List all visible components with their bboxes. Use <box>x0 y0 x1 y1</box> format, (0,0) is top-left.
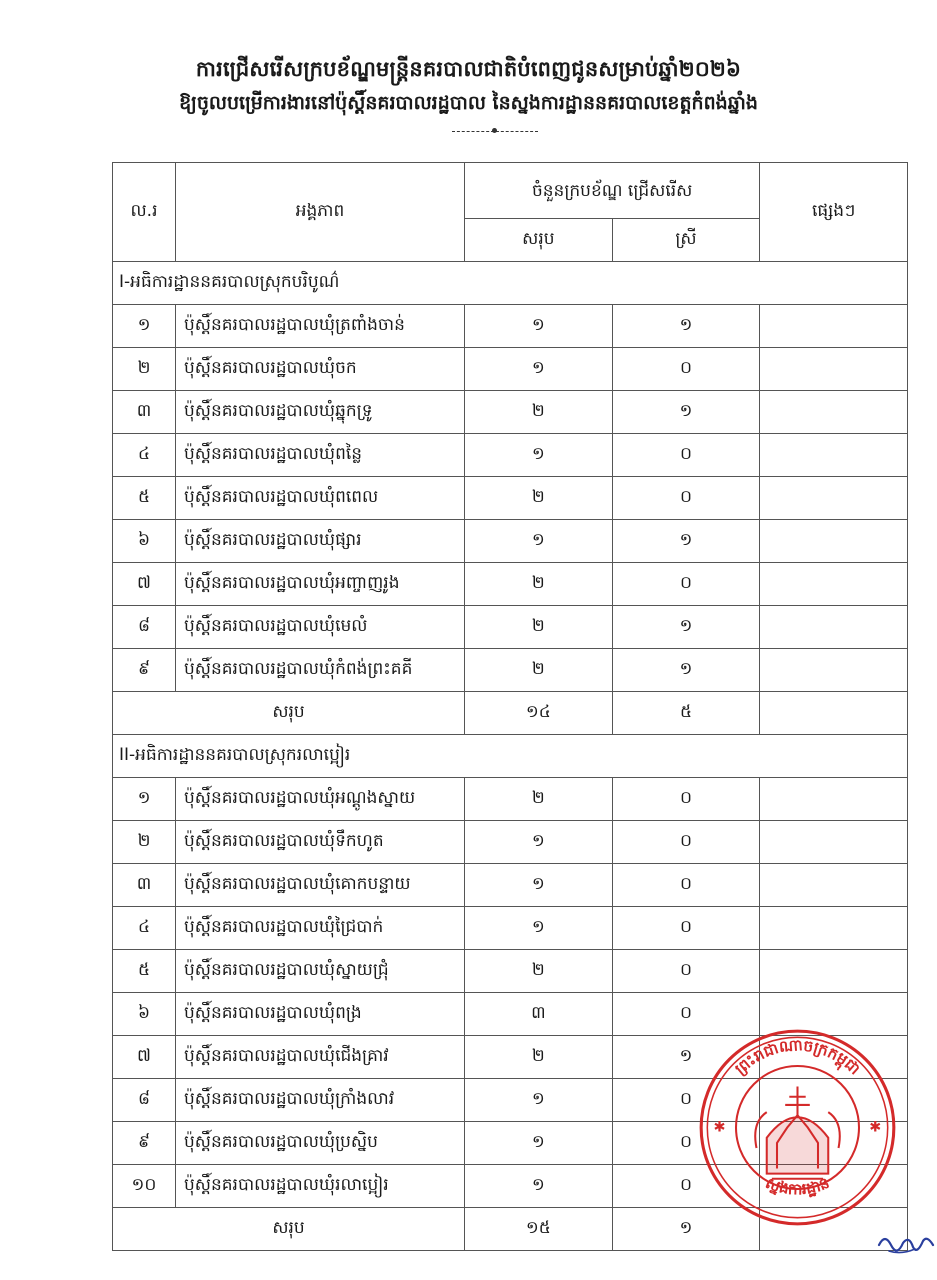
header-female: ស្រី <box>612 219 760 262</box>
cell-unit: ប៉ុស្តិ៍នគរបាលរដ្ឋបាលឃុំប្រស្និប <box>176 1122 465 1165</box>
cell-total: ១ <box>465 864 613 907</box>
cell-unit: ប៉ុស្តិ៍នគរបាលរដ្ឋបាលឃុំអណ្ដូងស្នាយ <box>176 778 465 821</box>
section-row <box>113 735 908 778</box>
cell-female: ០ <box>612 434 760 477</box>
sum-total: ១៥ <box>465 1208 613 1251</box>
cell-unit: ប៉ុស្តិ៍នគរបាលរដ្ឋបាលឃុំគោកបន្ទាយ <box>176 864 465 907</box>
cell-unit: ប៉ុស្តិ៍នគរបាលរដ្ឋបាលឃុំរលាប្អៀរ <box>176 1165 465 1208</box>
cell-other <box>760 907 908 950</box>
table-row <box>113 864 908 907</box>
table-row <box>113 907 908 950</box>
header-unit: អង្គភាព <box>176 163 465 262</box>
official-seal <box>695 1025 900 1230</box>
document-subtitle: ឱ្យចូលបម្រើការងារនៅប៉ុស្តិ៍នគរបាលរដ្ឋបាល នៃស្នងការដ្ឋាននគរបាលខេត្តកំពង់ឆ្នាំង <box>179 92 758 114</box>
cell-total: ១ <box>465 1122 613 1165</box>
cell-other <box>760 391 908 434</box>
cell-other <box>760 305 908 348</box>
cell-no: ៤ <box>113 434 176 477</box>
cell-total: ១ <box>465 1165 613 1208</box>
cell-other <box>760 434 908 477</box>
cell-female: ០ <box>612 1079 760 1122</box>
cell-no: ៣ <box>113 391 176 434</box>
table-row <box>113 434 908 477</box>
cell-unit: ប៉ុស្តិ៍នគរបាលរដ្ឋបាលឃុំត្រពាំងចាន់ <box>176 305 465 348</box>
cell-female: ០ <box>612 950 760 993</box>
cell-other <box>760 348 908 391</box>
cell-total: ២ <box>465 778 613 821</box>
cell-no: ៤ <box>113 907 176 950</box>
cell-unit: ប៉ុស្តិ៍នគរបាលរដ្ឋបាលឃុំឆ្នុកទ្រូ <box>176 391 465 434</box>
cell-no: ៦ <box>113 993 176 1036</box>
cell-female: ០ <box>612 1122 760 1165</box>
document-header <box>0 52 937 120</box>
header-no: ល.រ <box>113 163 176 262</box>
cell-no: ៩ <box>113 649 176 692</box>
table-row <box>113 563 908 606</box>
table-row <box>113 305 908 348</box>
cell-other <box>760 563 908 606</box>
cell-total: ២ <box>465 477 613 520</box>
cell-other <box>760 950 908 993</box>
cell-other <box>760 821 908 864</box>
cell-no: ១ <box>113 778 176 821</box>
cell-total: ១ <box>465 821 613 864</box>
cell-total: ២ <box>465 950 613 993</box>
cell-unit: ប៉ុស្តិ៍នគរបាលរដ្ឋបាលឃុំអញ្ចាញរូង <box>176 563 465 606</box>
cell-unit: ប៉ុស្តិ៍នគរបាលរដ្ឋបាលឃុំពពេល <box>176 477 465 520</box>
cell-unit: ប៉ុស្តិ៍នគរបាលរដ្ឋបាលឃុំស្នាយជ្រុំ <box>176 950 465 993</box>
cell-female: ១ <box>612 606 760 649</box>
cell-total: ១ <box>465 434 613 477</box>
cell-total: ២ <box>465 391 613 434</box>
cell-total: ២ <box>465 563 613 606</box>
cell-unit: ប៉ុស្តិ៍នគរបាលរដ្ឋបាលឃុំចក <box>176 348 465 391</box>
section-title: II-អធិការដ្ឋាននគរបាលស្រុករលាប្អៀរ <box>113 735 908 778</box>
cell-total: ១ <box>465 520 613 563</box>
cell-no: ៧ <box>113 1036 176 1079</box>
cell-unit: ប៉ុស្តិ៍នគរបាលរដ្ឋបាលឃុំជើងគ្រាវ <box>176 1036 465 1079</box>
cell-total: ១ <box>465 907 613 950</box>
cell-total: ២ <box>465 606 613 649</box>
cell-unit: ប៉ុស្តិ៍នគរបាលរដ្ឋបាលឃុំកំពង់ព្រះគគី <box>176 649 465 692</box>
sum-other <box>760 692 908 735</box>
cell-unit: ប៉ុស្តិ៍នគរបាលរដ្ឋបាលឃុំទឹកហូត <box>176 821 465 864</box>
cell-other <box>760 520 908 563</box>
cell-unit: ប៉ុស្តិ៍នគរបាលរដ្ឋបាលឃុំផ្សារ <box>176 520 465 563</box>
cell-female: ០ <box>612 907 760 950</box>
table-row <box>113 950 908 993</box>
cell-female: ០ <box>612 821 760 864</box>
cell-no: ១០ <box>113 1165 176 1208</box>
cell-unit: ប៉ុស្តិ៍នគរបាលរដ្ឋបាលឃុំក្រាំងលាវ <box>176 1079 465 1122</box>
cell-female: ១ <box>612 1036 760 1079</box>
cell-no: ៩ <box>113 1122 176 1165</box>
cell-female: ១ <box>612 391 760 434</box>
cell-no: ៦ <box>113 520 176 563</box>
cell-total: ១ <box>465 1079 613 1122</box>
cell-unit: ប៉ុស្តិ៍នគរបាលរដ្ឋបាលឃុំមេលំ <box>176 606 465 649</box>
sum-total: ១៤ <box>465 692 613 735</box>
sum-label: សរុប <box>113 692 465 735</box>
cell-no: ៣ <box>113 864 176 907</box>
cell-total: ១ <box>465 348 613 391</box>
table-row <box>113 821 908 864</box>
cell-no: ៧ <box>113 563 176 606</box>
svg-text:✱: ✱ <box>713 1119 726 1136</box>
header-total: សរុប <box>465 219 613 262</box>
cell-total: ២ <box>465 649 613 692</box>
cell-no: ៥ <box>113 950 176 993</box>
cell-female: ០ <box>612 348 760 391</box>
table-row <box>113 520 908 563</box>
cell-female: ១ <box>612 305 760 348</box>
cell-no: ១ <box>113 305 176 348</box>
cell-female: ១ <box>612 520 760 563</box>
cell-female: ០ <box>612 477 760 520</box>
cell-other <box>760 864 908 907</box>
cell-unit: ប៉ុស្តិ៍នគរបាលរដ្ឋបាលឃុំជ្រៃបាក់ <box>176 907 465 950</box>
svg-text:ស្នងការដ្ឋាន: ស្នងការដ្ឋាន <box>763 1173 833 1199</box>
table-row <box>113 606 908 649</box>
cell-female: ១ <box>612 649 760 692</box>
cell-female: ០ <box>612 1165 760 1208</box>
section-row <box>113 262 908 305</box>
sum-female: ១ <box>612 1208 760 1251</box>
cell-female: ០ <box>612 778 760 821</box>
cell-other <box>760 606 908 649</box>
cell-no: ៥ <box>113 477 176 520</box>
document-title: ការជ្រើសរើសក្របខ័ណ្ឌមន្ត្រីនគរបាលជាតិបំពេញជូនសម្រាប់ឆ្នាំ២០២៦ <box>195 57 742 81</box>
cell-no: ៨ <box>113 606 176 649</box>
cell-total: ៣ <box>465 993 613 1036</box>
cell-total: ១ <box>465 305 613 348</box>
table-row <box>113 477 908 520</box>
cell-no: ៨ <box>113 1079 176 1122</box>
sum-row <box>113 692 908 735</box>
cell-no: ២ <box>113 348 176 391</box>
signature-mark <box>875 1225 937 1265</box>
cell-female: ០ <box>612 993 760 1036</box>
table-row <box>113 348 908 391</box>
cell-female: ០ <box>612 864 760 907</box>
header-other: ផ្សេងៗ <box>760 163 908 262</box>
table-row <box>113 649 908 692</box>
svg-text:✱: ✱ <box>869 1119 882 1136</box>
cell-other <box>760 778 908 821</box>
cell-no: ២ <box>113 821 176 864</box>
cell-unit: ប៉ុស្តិ៍នគរបាលរដ្ឋបាលឃុំពង្រ <box>176 993 465 1036</box>
cell-other <box>760 477 908 520</box>
cell-unit: ប៉ុស្តិ៍នគរបាលរដ្ឋបាលឃុំពន្លៃ <box>176 434 465 477</box>
svg-text:ព្រះរាជាណាចក្រកម្ពុជា: ព្រះរាជាណាចក្រកម្ពុជា <box>731 1035 864 1079</box>
title-divider-dot <box>492 128 497 133</box>
table-row <box>113 778 908 821</box>
cell-female: ០ <box>612 563 760 606</box>
header-quota: ចំនួនក្របខ័ណ្ឌ ជ្រើសរើស <box>465 163 760 219</box>
cell-other <box>760 649 908 692</box>
cell-total: ២ <box>465 1036 613 1079</box>
table-row <box>113 391 908 434</box>
sum-label: សរុប <box>113 1208 465 1251</box>
sum-female: ៥ <box>612 692 760 735</box>
section-title: I-អធិការដ្ឋាននគរបាលស្រុកបរិបូណ៌ <box>113 262 908 305</box>
